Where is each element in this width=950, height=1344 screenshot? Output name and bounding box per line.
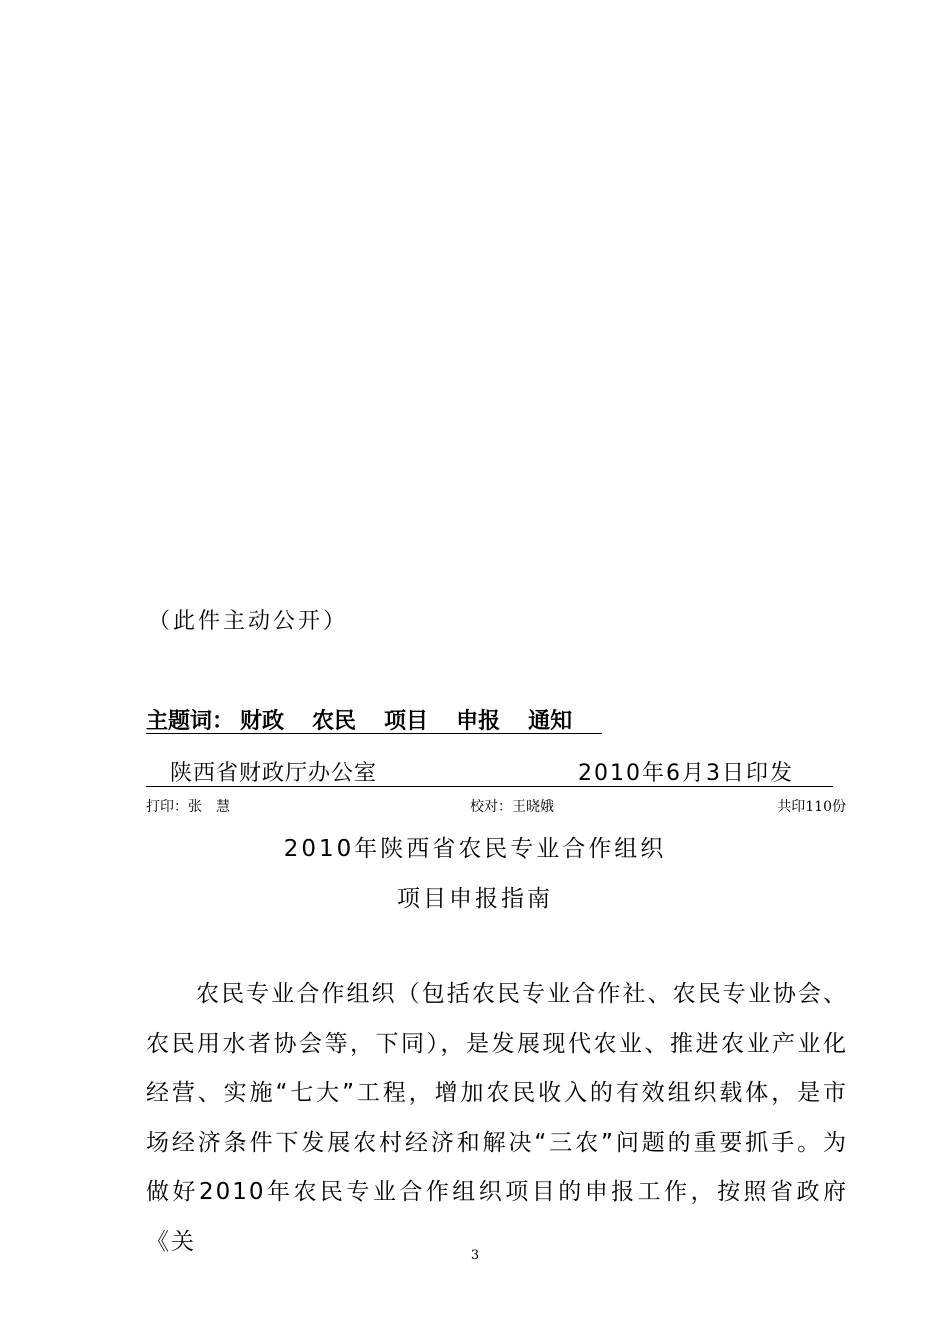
keywords-label: 主题词：	[146, 709, 235, 734]
subject-keywords	[146, 704, 572, 735]
issue-date: 2010年6月3日印发	[578, 761, 794, 786]
keyword-item: 通知	[528, 709, 573, 734]
copies-count: 共印110份	[777, 799, 846, 815]
page-number: 3	[470, 1248, 480, 1263]
proofreader-name: 校对：王晓娥	[470, 799, 554, 815]
print-info-row	[146, 796, 846, 818]
body-paragraph: 农民专业合作组织（包括农民专业合作社、农民专业协会、农民用水者协会等，下同），是发展现代农业、推进农业产业化经营、实施“七大”工程，增加农民收入的有效组织载体，是市场经济条件下发展农村经济和解决“三农”问题的重要抓手。为做好2010年农民专业合作组织项目的申报工作，按照省政府《关	[146, 981, 848, 1255]
document-title-line-1: 2010年陕西省农民专业合作组织	[283, 836, 667, 862]
issuer-line	[146, 752, 833, 787]
keyword-item: 项目	[384, 709, 429, 734]
printer-name: 打印：张 慧	[146, 799, 230, 815]
issuing-office: 陕西省财政厅办公室	[170, 761, 378, 786]
keyword-item: 财政	[240, 709, 285, 734]
keyword-item: 申报	[456, 709, 501, 734]
public-disclosure-note: （此件主动公开）	[148, 609, 349, 634]
document-title-line-2: 项目申报指南	[397, 886, 553, 912]
keyword-item: 农民	[312, 709, 357, 734]
keywords-underline	[146, 733, 602, 734]
